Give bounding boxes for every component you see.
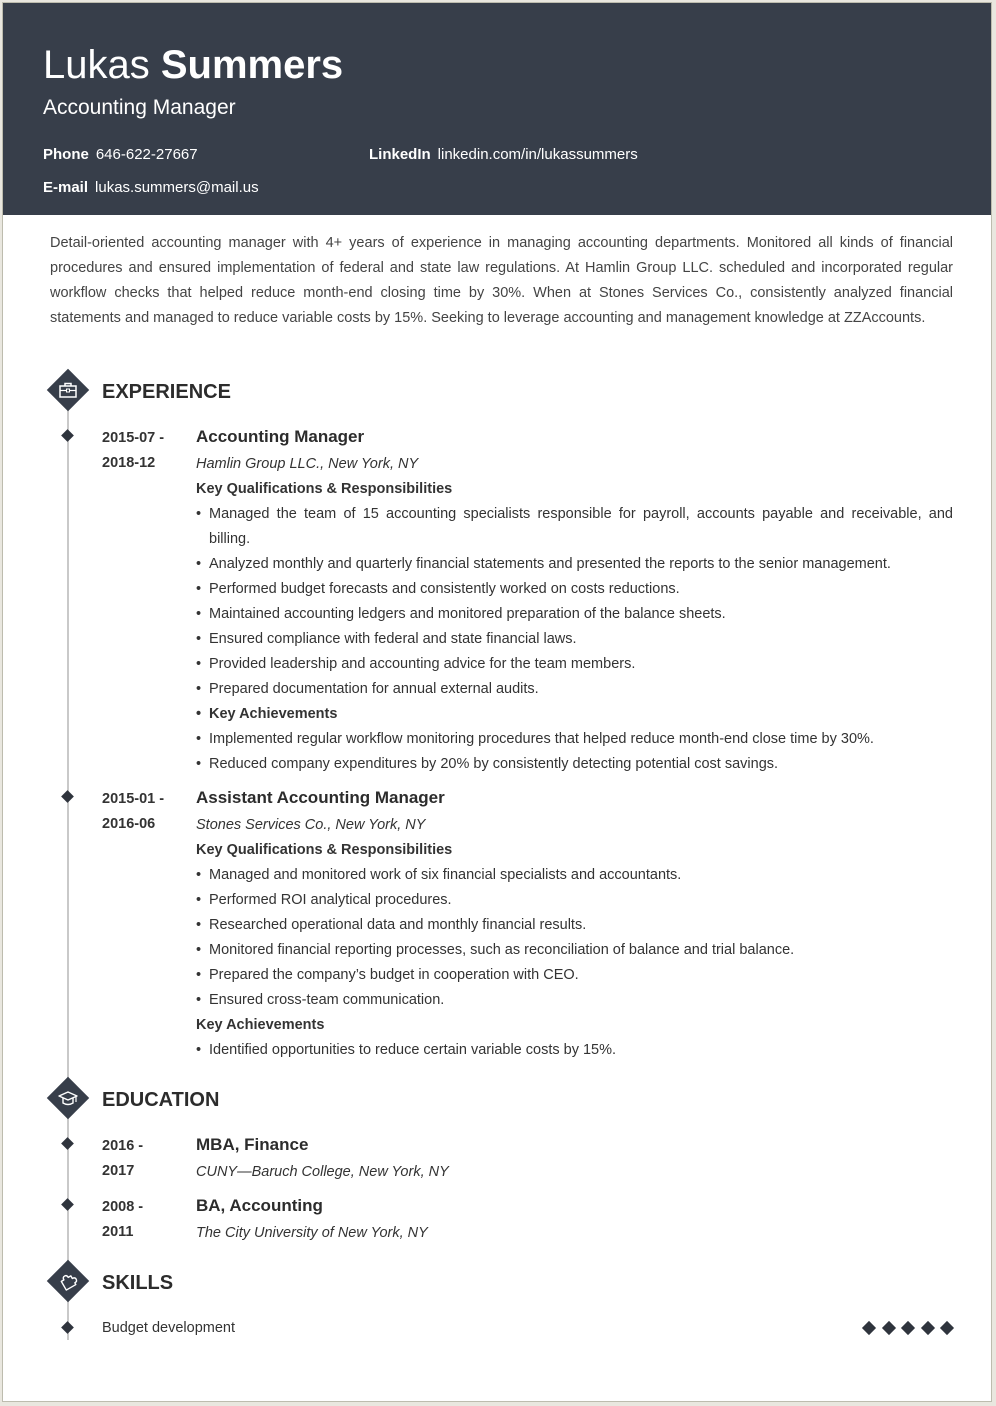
achievements-heading: • Key Achievements [196,702,953,727]
qualifications-heading: Key Qualifications & Responsibilities [196,842,453,858]
list-item: • Performed budget forecasts and consistently worked on costs reductions. [196,577,953,602]
list-item: • Ensured compliance with federal and state financial laws. [196,627,953,652]
achievements-list [196,1038,953,1063]
experience-heading: EXPERIENCE [102,381,231,403]
email-value[interactable]: lukas.summers@mail.us [95,179,259,196]
list-item: • Performed ROI analytical procedures. [196,888,953,913]
full-name [43,41,343,89]
list-item: • Prepared documentation for annual external audits. [196,677,953,702]
list-item: • Implemented regular workflow monitoring procedures that helped reduce month-end close time by 30%. [196,727,953,752]
school-name: The City University of New York, NY [196,1225,428,1241]
education-heading: EDUCATION [102,1089,220,1111]
last-name: Summers [160,43,344,87]
list-item: • Maintained accounting ledgers and monitored preparation of the balance sheets. [196,602,953,627]
degree-title: BA, Accounting [196,1196,323,1215]
job-date: 2015-07 - 2018-12 [102,430,165,471]
degree-title: MBA, Finance [196,1135,309,1154]
job-company: Stones Services Co., New York, NY [196,817,426,833]
qualifications-heading: Key Qualifications & Responsibilities [196,481,453,497]
timeline-marker [61,1198,74,1211]
education-date: 2008 - 2011 [102,1199,144,1240]
resume-header [3,3,992,215]
job-title: Assistant Accounting Manager [196,788,445,807]
job-date: 2015-01 - 2016-06 [102,791,165,832]
resume-page [2,2,992,1402]
education-entry [196,1134,953,1185]
phone-value: 646-622-27667 [95,146,198,163]
rating-diamond [881,1321,895,1335]
rating-diamond [940,1321,954,1335]
job-company: Hamlin Group LLC., New York, NY [196,456,419,472]
list-item: • Reduced company expenditures by 20% by consistently detecting potential cost savings. [196,752,953,777]
education-date: 2016 - 2017 [102,1138,144,1179]
experience-timeline [67,401,69,1085]
school-name: CUNY—Baruch College, New York, NY [196,1164,449,1180]
responsibilities-list [196,863,953,1013]
education-entry [196,1195,953,1246]
skill-rating [861,1320,957,1336]
responsibilities-list [196,502,953,777]
timeline-marker [61,429,74,442]
puzzle-icon [53,1266,83,1296]
list-item: • Managed the team of 15 accounting specialists responsible for payroll, accounts payable and receivable, and billing. [196,502,953,552]
linkedin-value[interactable]: linkedin.com/in/lukassummers [437,146,638,163]
timeline-marker [61,1321,74,1334]
list-item: • Analyzed monthly and quarterly financial statements and presented the reports to the senior management. [196,552,953,577]
education-timeline [67,1109,69,1267]
achievements-heading: Key Achievements [196,1017,325,1033]
list-item: • Identified opportunities to reduce certain variable costs by 15%. [196,1038,953,1063]
rating-diamond [920,1321,934,1335]
job-role: Accounting Manager [43,96,236,119]
email-label: E-mail [43,179,89,196]
timeline-marker [61,1137,74,1150]
briefcase-icon [53,375,83,405]
phone-label: Phone [43,146,89,163]
timeline-marker [61,790,74,803]
rating-diamond [901,1321,915,1335]
skill-name: Budget development [102,1320,236,1336]
list-item: • Prepared the company’s budget in cooperation with CEO. [196,963,953,988]
linkedin-label: LinkedIn [369,146,431,163]
list-item: • Managed and monitored work of six financial specialists and accountants. [196,863,953,888]
list-item: • Monitored financial reporting processes, such as reconciliation of balance and trial balance. [196,938,953,963]
contact-email [43,178,259,198]
job-title: Accounting Manager [196,427,365,446]
list-item: • Researched operational data and monthly financial results. [196,913,953,938]
skills-heading: SKILLS [102,1272,174,1294]
contact-phone [43,145,198,165]
contact-linkedin [369,145,638,165]
job-entry [196,787,953,1063]
graduation-cap-icon [53,1083,83,1113]
list-item: • Provided leadership and accounting advice for the team members. [196,652,953,677]
rating-diamond [862,1321,876,1335]
list-item: • Ensured cross-team communication. [196,988,953,1013]
summary-text: Detail-oriented accounting manager with 4+ years of experience in managing accounting departments. Monitored all kinds of financial procedures and ensured implementation of federal and state law regulations. At Hamlin Group LLC. scheduled and incorporated regular workflow checks that helped reduce month-end closing time by 30%. When at Stones Services Co., consistently analyzed financial statements and managed to reduce variable costs by 15%. Seeking to leverage accounting and management knowledge at ZZAccounts. [50,235,953,326]
job-entry [196,426,953,777]
first-name: Lukas [43,43,150,87]
